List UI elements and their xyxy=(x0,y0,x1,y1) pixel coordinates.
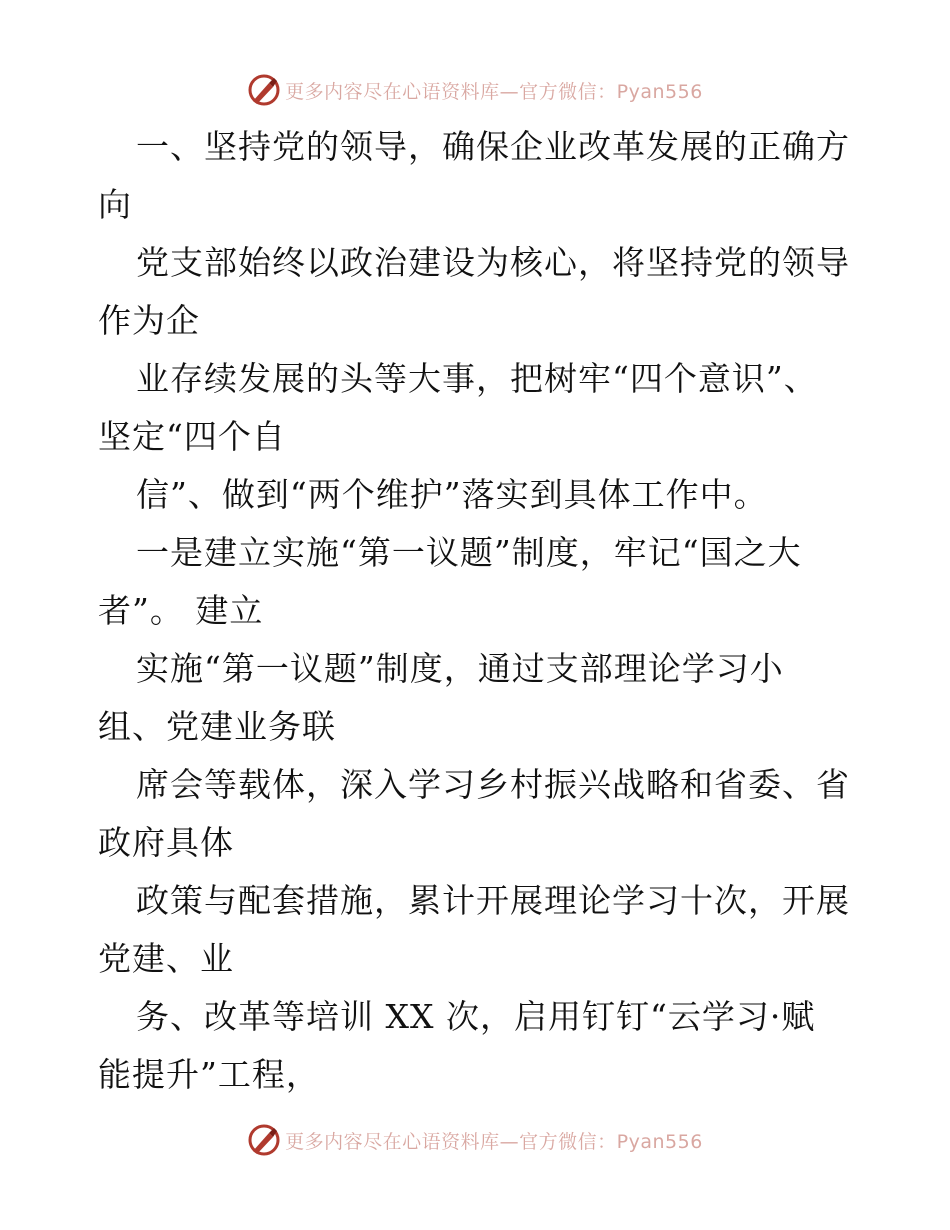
paragraph-line: 务、改革等培训 XX 次，启用钉钉“云学习·赋 xyxy=(136,997,816,1036)
paragraph-line: 党建、业 xyxy=(98,939,234,978)
paragraph-line: 者”。 建立 xyxy=(98,591,264,630)
paragraph-line: 业存续发展的头等大事，把树牢“四个意识”、 xyxy=(136,359,818,398)
paragraph-line: 向 xyxy=(98,185,132,224)
watermark-text: 更多内容尽在心语资料库—官方微信：Pyan556 xyxy=(285,1130,703,1153)
paragraph-line: 作为企 xyxy=(98,301,200,340)
paragraph-line: 一是建立实施“第一议题”制度，牢记“国之大 xyxy=(136,533,802,572)
paragraph-line: 实施“第一议题”制度，通过支部理论学习小 xyxy=(136,649,784,688)
paragraph-line: 能提升”工程， xyxy=(98,1055,320,1094)
watermark-text: 更多内容尽在心语资料库—官方微信：Pyan556 xyxy=(285,80,703,103)
paragraph-line: 一、坚持党的领导，确保企业改革发展的正确方 xyxy=(136,127,850,166)
paragraph-line: 组、党建业务联 xyxy=(98,707,336,746)
pen-logo-icon xyxy=(247,1123,281,1157)
paragraph-line: 席会等载体，深入学习乡村振兴战略和省委、省 xyxy=(136,765,850,804)
paragraph-line: 政策与配套措施，累计开展理论学习十次，开展 xyxy=(136,881,850,920)
paragraph-line: 坚定“四个自 xyxy=(98,417,286,456)
pen-logo-icon xyxy=(247,73,281,107)
paragraph-line: 信”、做到“两个维护”落实到具体工作中。 xyxy=(136,475,768,514)
watermark-footer xyxy=(0,1120,950,1160)
paragraph-line: 党支部始终以政治建设为核心，将坚持党的领导 xyxy=(136,243,850,282)
paragraph-line: 政府具体 xyxy=(98,823,234,862)
watermark-header xyxy=(0,70,950,110)
